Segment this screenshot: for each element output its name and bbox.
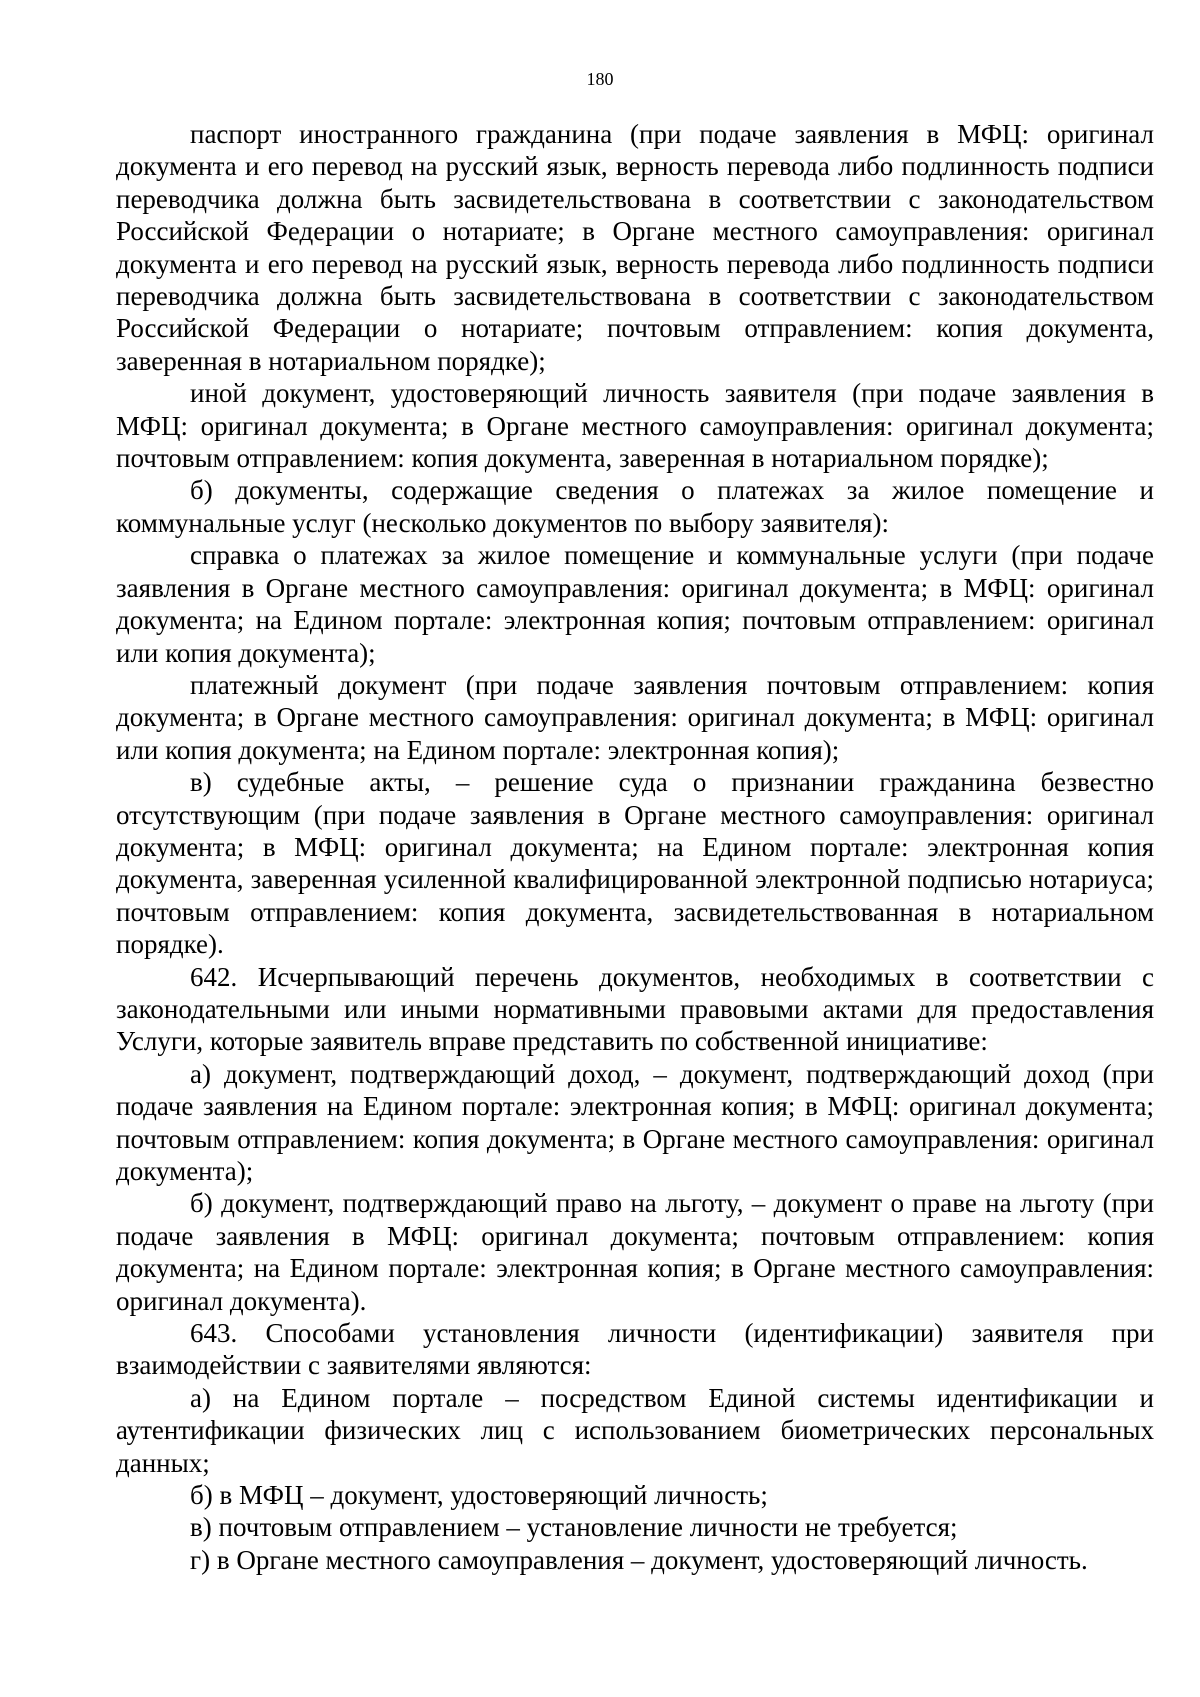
paragraph-643-item-v: в) почтовым отправлением – установление личности не требуется; [190, 1512, 958, 1543]
paragraph-payment-document: платежный документ (при подаче заявления почтовым отправлением: копия документа; в Органе местного самоуправления: оригинал документа; в МФЦ: оригинал или копия документа; на Едином портале: электронная копия); [116, 669, 1154, 765]
paragraph-foreign-passport: паспорт иностранного гражданина (при подаче заявления в МФЦ: оригинал документа и его перевод на русский язык, верность перевода либо подлинность подписи переводчика должна быть засвидетельствована в соответствии с законодательством Российской Федерации о нотариате; в Органе местного самоуправления: оригинал документа и его перевод на русский язык, верность перевода либо подлинность подписи переводчика должна быть засвидетельствована в соответствии с законодательством Российской Федерации о нотариате; почтовым отправлением: копия документа, заверенная в нотариальном порядке); [116, 119, 1154, 376]
paragraph-642-item-b: б) документ, подтверждающий право на льготу, – документ о праве на льготу (при подаче заявления в МФЦ: оригинал документа; почтовым отправлением: копия документа; на Едином портале: электронная копия; в Органе местного самоуправления: оригинал документа). [116, 1188, 1154, 1316]
paragraph-item-v-court-acts: в) судебные акты, – решение суда о признании гражданина безвестно отсутствующим (при подаче заявления в Органе местного самоуправления: оригинал документа; в МФЦ: оригинал документа; на Едином портале: электронная копия документа, заверенная усиленной квалифицированной электронной подписью нотариуса; почтовым отправлением: копия документа, засвидетельствованная в нотариальном порядке). [116, 767, 1154, 960]
document-body [116, 118, 1154, 1576]
paragraph-item-b-payment-documents: б) документы, содержащие сведения о платежах за жилое помещение и коммунальные услуг (несколько документов по выбору заявителя): [116, 475, 1154, 538]
paragraph-643: 643. Способами установления личности (идентификации) заявителя при взаимодействии с заявителями являются: [116, 1318, 1154, 1381]
paragraph-643-item-g: г) в Органе местного самоуправления – документ, удостоверяющий личность. [190, 1544, 1088, 1575]
paragraph-642: 642. Исчерпывающий перечень документов, необходимых в соответствии с законодательными или иными нормативными правовыми актами для предоставления Услуги, которые заявитель вправе представить по собственной инициативе: [116, 961, 1154, 1057]
paragraph-643-item-a: а) на Едином портале – посредством Единой системы идентификации и аутентификации физических лиц с использованием биометрических персональных данных; [116, 1382, 1154, 1478]
paragraph-other-identity-document: иной документ, удостоверяющий личность заявителя (при подаче заявления в МФЦ: оригинал документа; в Органе местного самоуправления: оригинал документа; почтовым отправлением: копия документа, заверенная в нотариальном порядке); [116, 378, 1154, 474]
paragraph-643-item-b: б) в МФЦ – документ, удостоверяющий личность; [190, 1480, 768, 1511]
paragraph-642-item-a: а) документ, подтверждающий доход, – документ, подтверждающий доход (при подаче заявления на Едином портале: электронная копия; в МФЦ: оригинал документа; почтовым отправлением: копия документа; в Органе местного самоуправления: оригинал документа); [116, 1058, 1154, 1186]
paragraph-payment-certificate: справка о платежах за жилое помещение и коммунальные услуги (при подаче заявления в Органе местного самоуправления: оригинал документа; в МФЦ: оригинал документа; на Едином портале: электронная копия; почтовым отправлением: оригинал или копия документа); [116, 540, 1154, 668]
page-number: 180 [586, 69, 614, 89]
